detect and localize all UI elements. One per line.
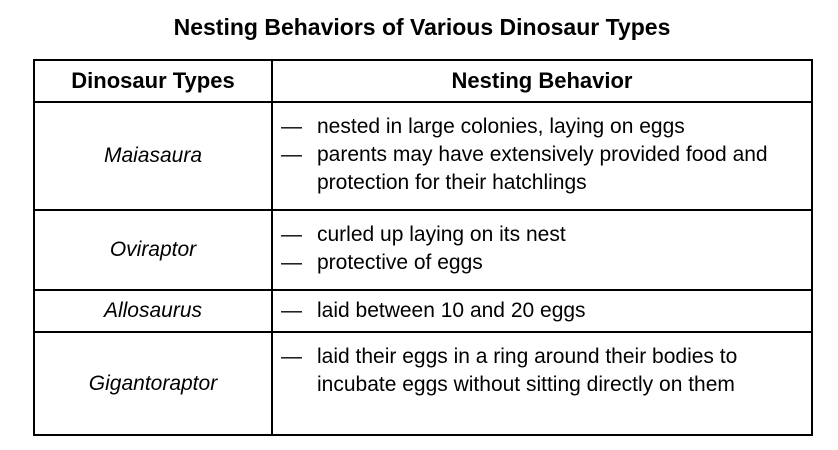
behavior-text: nested in large colonies, laying on eggs <box>317 115 685 138</box>
table-row <box>34 290 812 332</box>
behavior-text: laid between 10 and 20 eggs <box>317 299 586 322</box>
table-row <box>34 210 812 290</box>
nesting-behaviors-table <box>33 59 813 436</box>
table-title: Nesting Behaviors of Various Dinosaur Types <box>173 14 671 40</box>
behavior-text: curled up laying on its nest <box>317 223 566 246</box>
behavior-text: laid their eggs in a ring around their bodies to incubate eggs without sitting directly on them <box>317 345 738 396</box>
behavior-item <box>281 113 805 141</box>
header-row <box>34 60 812 102</box>
nesting-behavior-cell <box>272 332 812 435</box>
behavior-item <box>281 221 805 249</box>
behavior-item <box>281 141 805 197</box>
nesting-behavior-cell <box>272 290 812 332</box>
dash-bullet: — <box>281 345 302 368</box>
dash-bullet: — <box>281 115 302 138</box>
dash-bullet: — <box>281 251 302 274</box>
behavior-list <box>273 291 811 331</box>
nesting-behavior-cell <box>272 102 812 210</box>
dinosaur-type-cell: Oviraptor <box>34 210 272 290</box>
behavior-list <box>273 333 811 411</box>
dash-bullet: — <box>281 143 302 166</box>
table-row <box>34 102 812 210</box>
dinosaur-type-cell: Maiasaura <box>34 102 272 210</box>
header-dinosaur-types: Dinosaur Types <box>34 60 272 102</box>
dash-bullet: — <box>281 299 302 322</box>
nesting-behavior-cell <box>272 210 812 290</box>
behavior-text: protective of eggs <box>317 251 483 274</box>
behavior-text: parents may have extensively provided food and protection for their hatchlings <box>317 143 768 194</box>
dinosaur-type-cell: Gigantoraptor <box>34 332 272 435</box>
header-nesting-behavior: Nesting Behavior <box>272 60 812 102</box>
behavior-list <box>273 211 811 289</box>
behavior-item <box>281 343 805 399</box>
behavior-item <box>281 249 805 277</box>
dinosaur-type-cell: Allosaurus <box>34 290 272 332</box>
behavior-list <box>273 103 811 209</box>
dash-bullet: — <box>281 223 302 246</box>
table-row <box>34 332 812 435</box>
behavior-item <box>281 297 805 325</box>
